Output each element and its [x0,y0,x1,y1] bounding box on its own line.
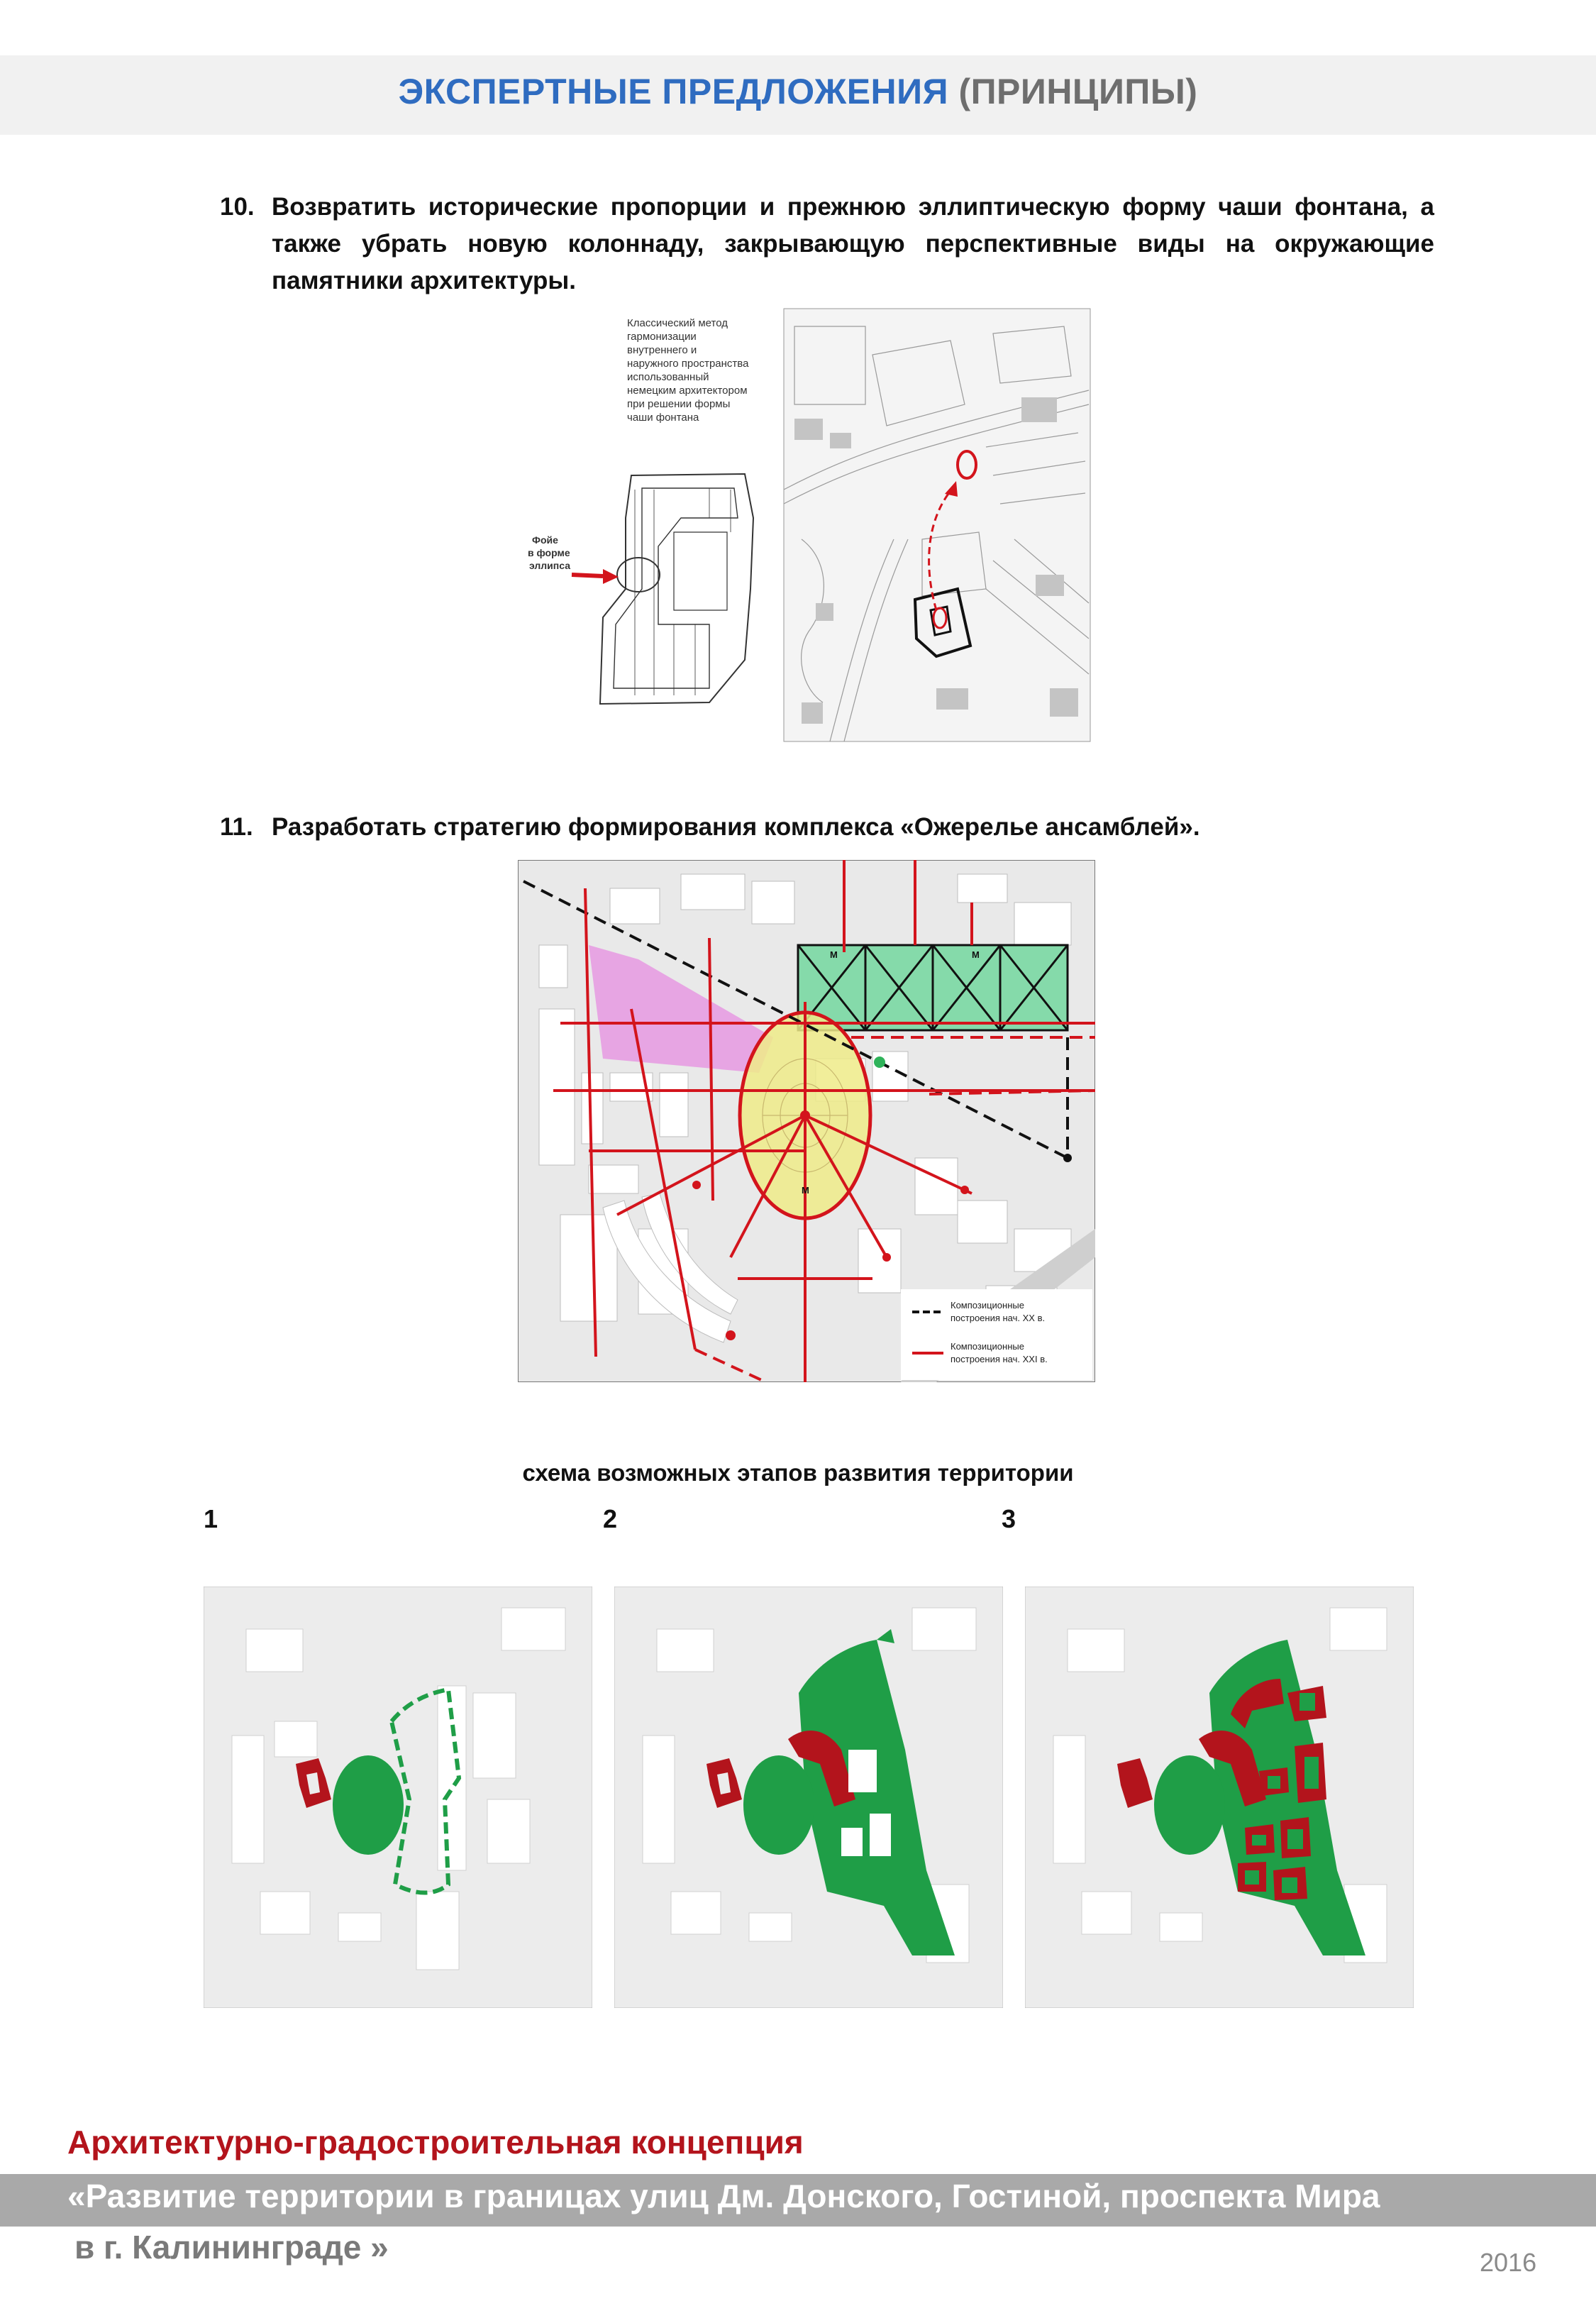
method-note-line-3: внутреннего и [627,344,697,356]
foyer-label-line-2: в форме [528,547,570,558]
method-note-line-8: чаши фонтана [627,412,699,424]
legend-red-line-1: Композиционные [951,1341,1024,1352]
ellipse-foyer [617,558,660,592]
plan-inner [614,488,738,688]
legend-black-line-2: построения нач. XX в. [951,1313,1046,1323]
item-10-text [272,189,1434,299]
method-note-line-4: наружного пространства [627,358,749,370]
foyer-arrow [572,569,619,584]
plan-outline [600,474,753,704]
item-11 [220,809,1355,846]
foyer-arrow-head [603,569,619,584]
item-11-text: Разработать стратегию формирования комплекса «Ожерелье ансамблей». [272,813,1200,841]
method-note-line-1: Классический метод [627,317,728,329]
footer-year: 2016 [1480,2248,1537,2277]
stage-2-map [614,1587,1003,2008]
legend-red-line-2: построения нач. XXI в. [951,1354,1048,1364]
method-note-line-2: гармонизации [627,331,697,343]
stage-label-1: 1 [204,1504,218,1533]
foyer-label [528,534,570,571]
stage-1-map [204,1587,592,2008]
foyer-label-line-1: Фойе [532,534,558,546]
stage-3-ellipse [1154,1755,1225,1855]
stage-3-map [1025,1587,1414,2008]
stages-caption: схема возможных этапов развития территории [522,1460,1074,1486]
item-10-number: 10. [220,193,255,221]
item-10-line-1: Возвратить исторические пропорции и прежнюю эллиптическую форму чаши фонтана, а [272,193,1434,221]
scheme-legend [901,1289,1092,1380]
item-11-figure [518,860,1095,1382]
page-title [0,71,1596,112]
method-note-line-6: немецким архитектором [627,385,748,397]
stage-label-3: 3 [1002,1504,1016,1533]
item-11-number: 11. [220,813,253,841]
theatre-plan [600,474,753,704]
item-10-line-2: также убрать новую колоннаду, закрывающую перспективные виды на окружающие [272,230,1434,258]
item-10-line-3: памятники архитектуры. [272,267,576,294]
stage-label-2: 2 [603,1504,618,1533]
stage-1-ellipse [333,1755,404,1855]
method-note-line-7: при решении формы [627,398,731,410]
site-map [784,309,1090,741]
item-11-figure-svg [518,860,1095,1382]
foyer-arrow-shaft [572,575,603,576]
metro-label-3: М [802,1185,809,1196]
footer-project-name: «Развитие территории в границах улиц Дм. Донского, Гостиной, проспекта Мира [67,2178,1380,2214]
metro-label-1: М [830,949,838,960]
item-10-figure [497,305,1092,745]
green-node [874,1057,885,1068]
site-map-frame [784,309,1090,741]
black-axis-node [1063,1154,1072,1162]
plan-walls [635,488,731,695]
footer-city: в г. Калининграде » [74,2229,389,2266]
stage-2-ellipse [743,1755,814,1855]
item-10 [220,189,1434,302]
method-note-line-5: использованный [627,371,709,383]
method-note [627,317,749,424]
plan-courtyard [674,532,727,610]
page-title-main: ЭКСПЕРТНЫЕ ПРЕДЛОЖЕНИЯ [398,72,949,111]
foyer-label-line-3: эллипса [529,560,570,571]
footer-concept-title: Архитектурно-градостроительная концепция [67,2124,804,2161]
page-title-paren: (ПРИНЦИПЫ) [958,72,1198,111]
metro-label-2: М [972,949,980,960]
legend-black-line-1: Композиционные [951,1300,1024,1311]
item-10-figure-svg [497,305,1092,745]
